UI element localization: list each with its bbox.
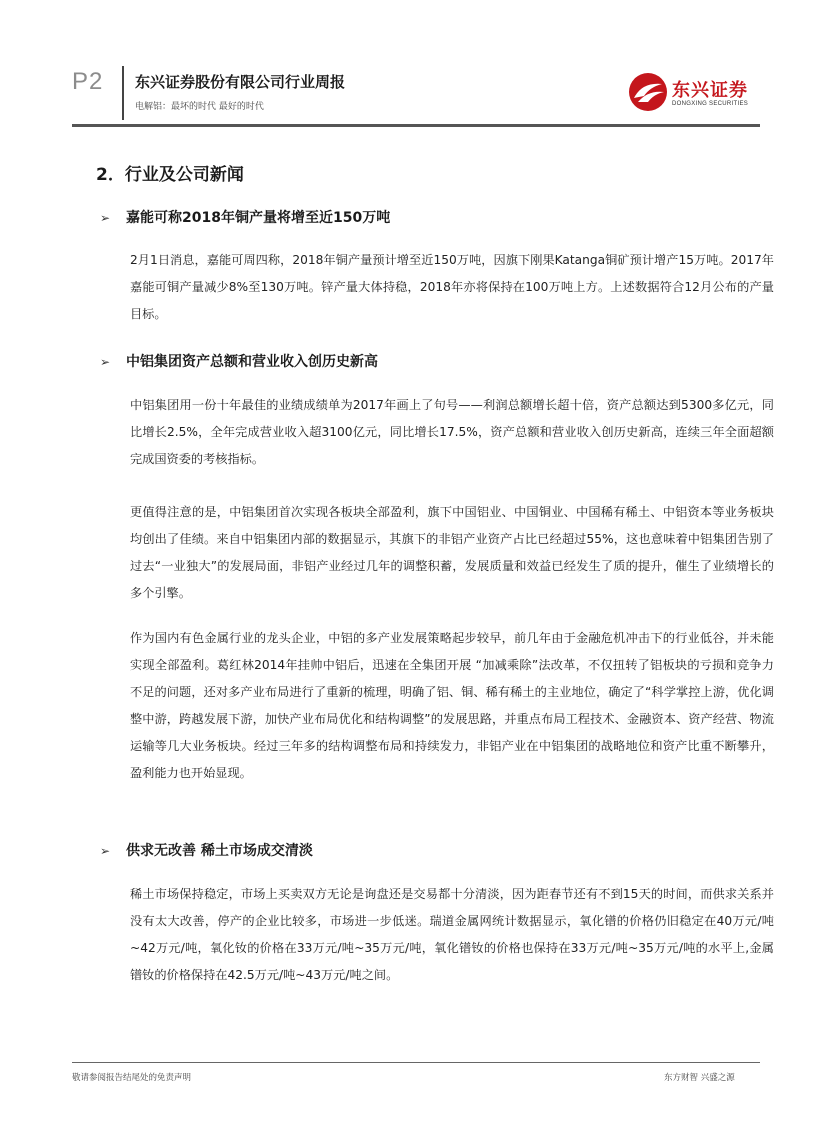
article-2-paragraph-2: 更值得注意的是，中铝集团首次实现各板块全部盈利，旗下中国铝业、中国铜业、中国稀有稀土、中铝资本等业务板块均创出了佳绩。来自中铝集团内部的数据显示，其旗下的非铝产业资产占比已经超过55%，这也意味着中铝集团告别了过去“一业独大”的发展局面，非铝产业经过几年的调整积蓄，发展质量和效益已经发生了质的提升，催生了业绩增长的多个引擎。 [130, 505, 774, 600]
article-2-heading-text: 中铝集团资产总额和营业收入创历史新高 [126, 354, 378, 370]
article-2-paragraph-1: 中铝集团用一份十年最佳的业绩成绩单为2017年画上了句号——利润总额增长超十倍，资产总额达到5300多亿元，同比增长2.5%，全年完成营业收入超3100亿元，同比增长17.5%，资产总额和营业收入创历史新高，连续三年全面超额完成国资委的考核指标。 [130, 398, 774, 466]
arrow-bullet-icon: ➢ [100, 211, 111, 225]
article-1-heading-text: 嘉能可称2018年铜产量将增至近150万吨 [126, 210, 391, 226]
article-2-heading [100, 351, 378, 371]
article-3-paragraph-1: 稀土市场保持稳定，市场上买卖双方无论是询盘还是交易都十分清淡，因为距春节还有不到15天的时间，而供求关系并没有太大改善，停产的企业比较多，市场进一步低迷。瑞道金属网统计数据显示，氧化镨的价格仍旧稳定在40万元/吨~42万元/吨，氧化钕的价格在33万元/吨~35万元/吨，氧化镨钕的价格也保持在33万元/吨~35万元/吨的水平上,金属镨钕的价格保持在42.5万元/吨~43万元/吨之间。 [130, 887, 774, 982]
article-3-heading [100, 840, 313, 860]
page-header [0, 0, 827, 130]
arrow-bullet-icon: ➢ [100, 355, 111, 369]
page-number: P2 [72, 68, 104, 95]
report-subtitle: 电解铝：最坏的时代 最好的时代 [135, 102, 264, 112]
header-divider [122, 66, 124, 120]
article-3-heading-text: 供求无改善 稀土市场成交清淡 [126, 843, 313, 859]
article-1-paragraph-1: 2月1日消息，嘉能可周四称，2018年铜产量预计增至近150万吨，因旗下刚果Katanga铜矿预计增产15万吨。2017年嘉能可铜产量减少8%至130万吨。锌产量大体持稳，2018年亦将保持在100万吨上方。上述数据符合12月公布的产量目标。 [130, 253, 774, 321]
article-2-paragraph-3: 作为国内有色金属行业的龙头企业，中铝的多产业发展策略起步较早，前几年由于金融危机冲击下的行业低谷，并未能实现全部盈利。葛红林2014年挂帅中铝后，迅速在全集团开展 “加减乘除”法改革，不仅扭转了铝板块的亏损和竞争力不足的问题，还对多产业布局进行了重新的梳理，明确了铝、铜、稀有稀土的主业地位，确定了“科学掌控上游，优化调整中游，跨越发展下游，加快产业布局优化和结构调整”的发展思路，并重点布局工程技术、金融资本、资产经营、物流运输等几大业务板块。经过三年多的结构调整布局和持续发力，非铝产业在中铝集团的战略地位和资产比重不断攀升，盈利能力也开始显现。 [130, 631, 774, 780]
article-1-heading [100, 207, 390, 227]
company-logo [628, 70, 768, 116]
footer-disclaimer: 敬请参阅报告结尾处的免责声明 [72, 1073, 192, 1083]
logo-name-cn: 东兴证券 [672, 80, 748, 101]
section-title: 2．行业及公司新闻 [96, 165, 244, 185]
logo-name-en: DONGXING SECURITIES [672, 101, 749, 107]
header-rule [72, 124, 760, 127]
footer-slogan: 东方财智 兴盛之源 [664, 1073, 735, 1083]
footer-rule [72, 1062, 760, 1063]
report-title: 东兴证券股份有限公司行业周报 [135, 73, 346, 91]
logo-mark-icon [628, 72, 668, 112]
arrow-bullet-icon: ➢ [100, 844, 111, 858]
